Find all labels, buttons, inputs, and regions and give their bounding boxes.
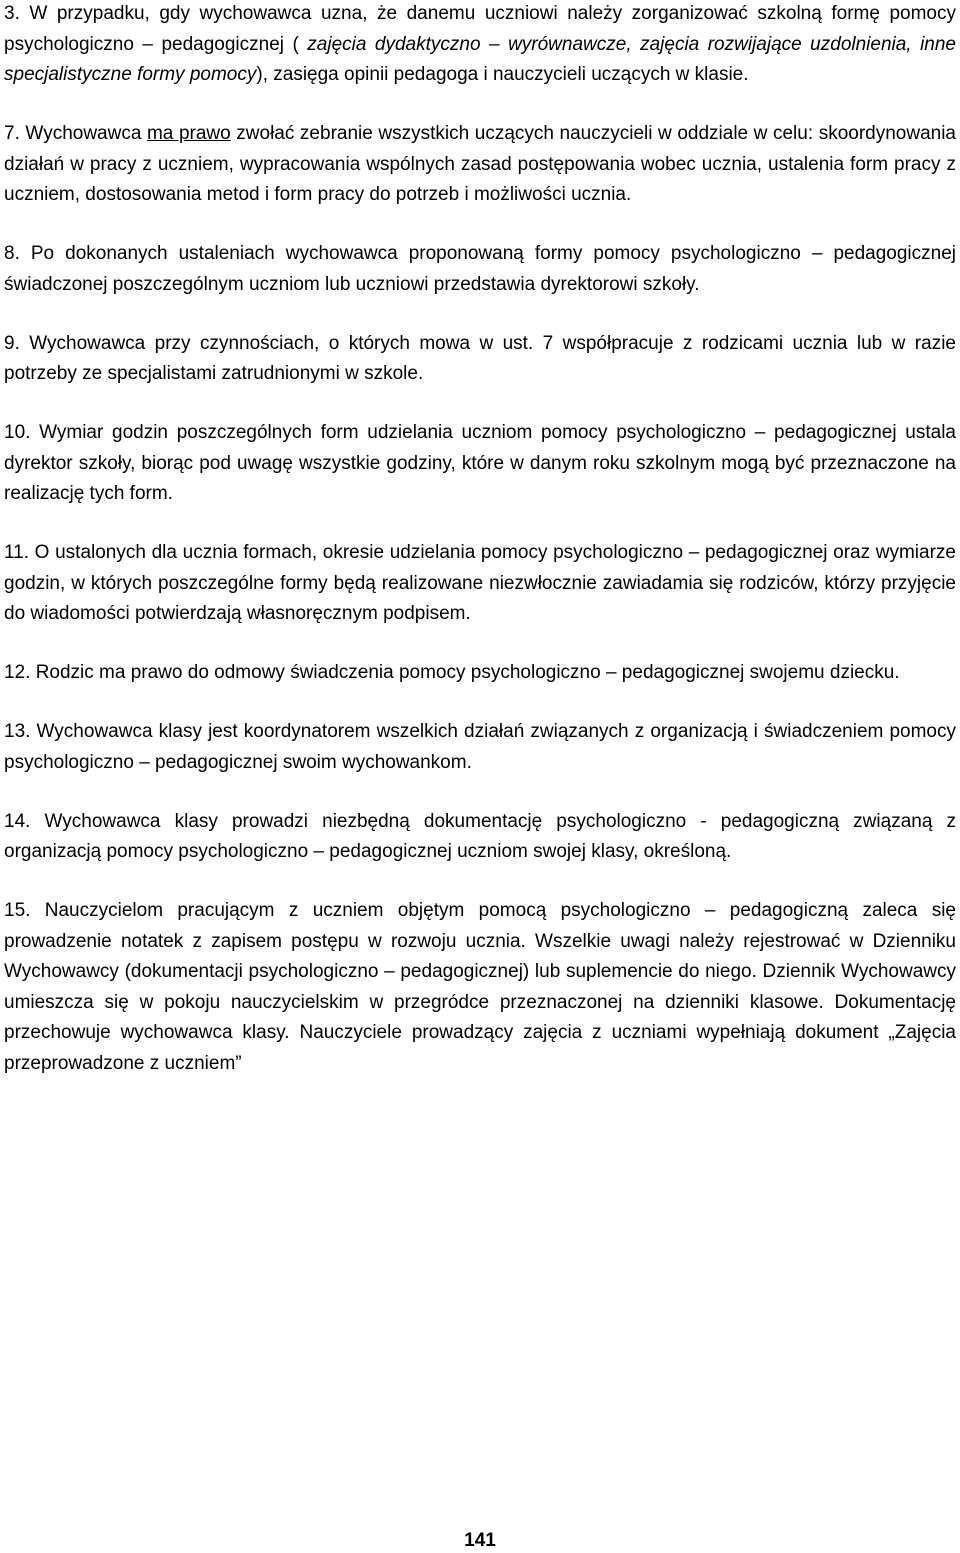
paragraph-15-text: 15. Nauczycielom pracującym z uczniem objętym pomocą psychologiczno – pedagogiczną zaleca się prowadzenie notatek z zapisem postępu w rozwoju ucznia. Wszelkie uwagi należy rejestrować w Dzienniku Wychowawcy (dokumentacji psychologiczno – pedagogicznej) lub suplemencie do niego. Dziennik Wychowawcy umieszcza się w pokoju nauczycielskim w przegródce przeznaczonej na dzienniki klasowe. Dokumentację przechowuje wychowawca klasy. Nauczyciele prowadzący zajęcia z uczniami wypełniają dokument „Zajęcia przeprowadzone z uczniem” (4, 900, 956, 1074)
paragraph-12 (4, 658, 956, 689)
paragraph-11-text: 11. O ustalonych dla ucznia formach, okresie udzielania pomocy psychologiczno – pedagogicznej oraz wymiarze godzin, w których poszczególne formy będą realizowane niezwłocznie zawiadamia się rodziców, którzy przyjęcie do wiadomości potwierdzają własnoręcznym podpisem. (4, 542, 956, 624)
paragraph-14 (4, 807, 956, 868)
paragraph-10 (4, 418, 956, 510)
paragraph-7-text: 7. Wychowawca (4, 123, 147, 144)
paragraph-13 (4, 717, 956, 778)
paragraph-9 (4, 329, 956, 390)
paragraph-8-text: 8. Po dokonanych ustaleniach wychowawca proponowaną formy pomocy psychologiczno – pedagogicznej świadczonej poszczególnym uczniom lub uczniowi przedstawia dyrektorowi szkoły. (4, 243, 956, 295)
page-number: 141 (464, 1530, 496, 1551)
paragraph-7 (4, 119, 956, 211)
paragraph-12-text: 12. Rodzic ma prawo do odmowy świadczenia pomocy psychologiczno – pedagogicznej swojemu dziecku. (4, 662, 900, 683)
paragraph-9-text: 9. Wychowawca przy czynnościach, o których mowa w ust. 7 współpracuje z rodzicami ucznia lub w razie potrzeby ze specjalistami zatrudnionymi w szkole. (4, 332, 956, 384)
paragraph-3-text: 3. W przypadku, gdy wychowawca uzna, że danemu uczniowi należy zorganizować szkolną formę pomocy psychologiczno – pedagogicznej ( (4, 3, 956, 55)
paragraph-15 (4, 896, 956, 1079)
paragraph-7-underlined: ma prawo (146, 123, 231, 144)
document-body (4, 0, 956, 1079)
paragraph-8 (4, 239, 956, 300)
paragraph-7-text-end: zwołać zebranie wszystkich uczących nauczycieli w oddziale w celu: skoordynowania działań w pracy z uczniem, wypracowania wspólnych zasad postępowania wobec ucznia, ustalenia form pracy z uczniem, dostosowania metod i form pracy do potrzeb i możliwości ucznia. (4, 123, 956, 205)
paragraph-10-text: 10. Wymiar godzin poszczególnych form udzielania uczniom pomocy psychologiczno – pedagogicznej ustala dyrektor szkoły, biorąc pod uwagę wszystkie godziny, które w danym roku szkolnym mogą być przeznaczone na realizację tych form. (4, 422, 956, 504)
paragraph-3 (4, 0, 956, 91)
paragraph-11 (4, 538, 956, 630)
paragraph-3-text-end: ), zasięga opinii pedagoga i nauczycieli uczących w klasie. (256, 64, 749, 85)
paragraph-3-italic-forms: zajęcia dydaktyczno – wyrównawcze, zajęcia rozwijające uzdolnienia, inne specjalistyczne formy pomocy (4, 33, 956, 85)
paragraph-14-text: 14. Wychowawca klasy prowadzi niezbędną dokumentację psychologiczno - pedagogiczną związaną z organizacją pomocy psychologiczno – pedagogicznej uczniom swojej klasy, określoną. (4, 810, 956, 862)
paragraph-13-text: 13. Wychowawca klasy jest koordynatorem wszelkich działań związanych z organizacją i świadczeniem pomocy psychologiczno – pedagogicznej swoim wychowankom. (4, 721, 956, 773)
